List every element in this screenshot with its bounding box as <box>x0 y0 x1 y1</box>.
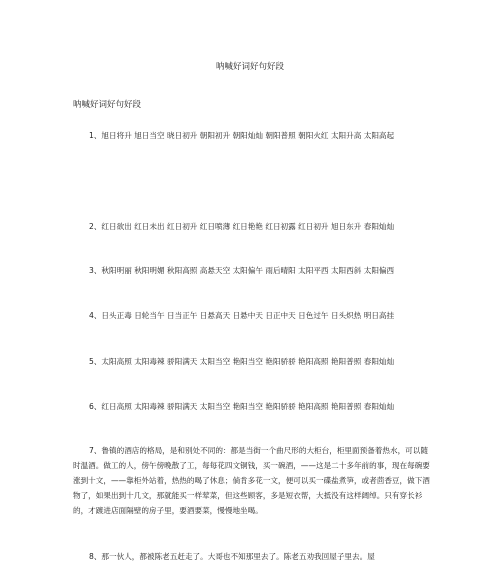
paragraph: 4、日头正毒 日轮当午 日当正午 日悬高天 日悬中天 日正中天 日色过午 日头炽热 明日高挂 <box>89 311 395 320</box>
paragraph: 2、红日欲出 红日未出 红日初升 红日喷薄 红日艳艳 红日初露 红日初升 旭日东升 春阳灿灿 <box>89 222 395 231</box>
document-heading: 呐喊好词好句好段 <box>73 100 142 110</box>
paragraph: 1、旭日将升 旭日当空 晓日初升 朝阳初升 朝阳灿灿 朝阳普照 朝阳火红 太阳升高 太阳高起 <box>89 131 395 140</box>
document-title: 呐喊好词好句好段 <box>215 62 284 72</box>
paragraph: 5、太阳高照 太阳毒辣 骄阳满天 太阳当空 艳阳当空 艳阳骄骄 艳阳高照 艳阳普照 春阳灿灿 <box>89 357 395 366</box>
paragraph: 6、红日高照 太阳毒辣 骄阳满天 太阳当空 艳阳当空 艳阳骄骄 艳阳高照 艳阳普照 春阳灿灿 <box>89 402 395 411</box>
paragraph: 8、那一伙人，都被陈老五赶走了。大哥也不知那里去了。陈老五劝我回屋子里去。屋 <box>89 552 375 561</box>
paragraph: 3、秋阳明丽 秋阳明媚 秋阳高照 高悬天空 太阳偏午 雨后晴阳 太阳平西 太阳西斜 太阳偏西 <box>89 266 395 275</box>
paragraph: 7、鲁镇的酒店的格局，是和别处不同的：都是当街一个曲尺形的大柜台，柜里面预备着热水，可以随时温酒。做工的人，傍午傍晚散了工，每每花四文铜钱，买一碗酒，——这是二十多年前的事，现在每碗要涨到十文，——靠柜外站着，热热的喝了休息；倘肯多花一文，便可以买一碟盐煮笋，或者茴香豆，做下酒物了，如果出到十几文，那就能买一样荤菜，但这些顾客，多是短衣帮，大抵没有这样阔绰。只有穿长衫的，才踱进店面隔壁的房子里，要酒要菜，慢慢地坐喝。 <box>73 446 430 515</box>
